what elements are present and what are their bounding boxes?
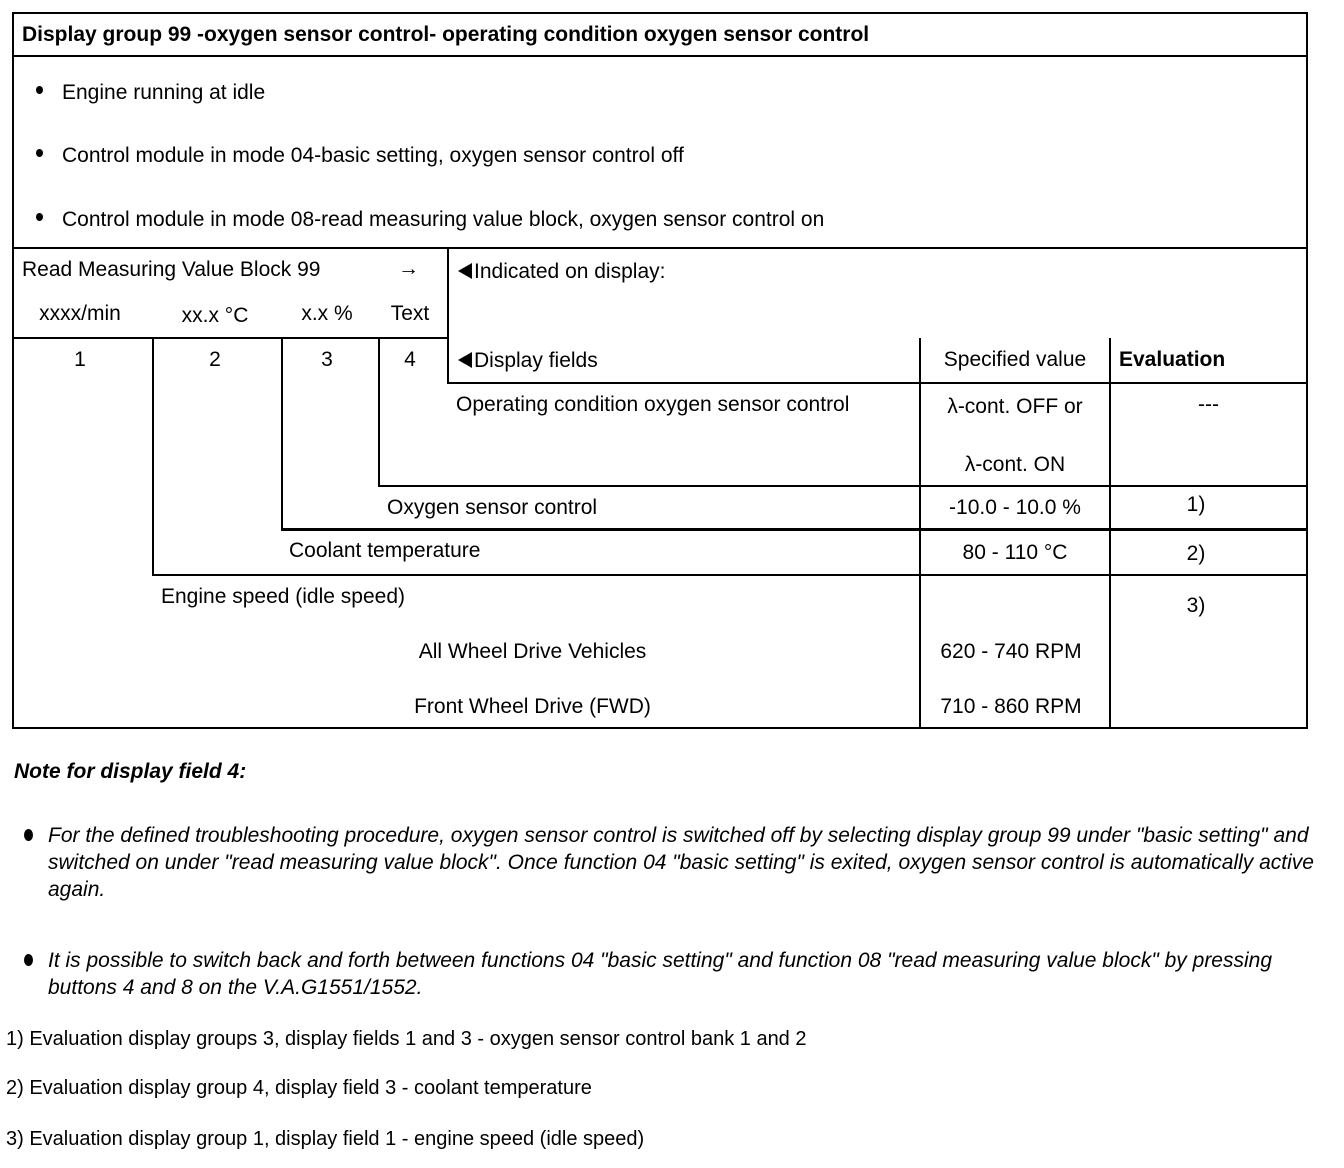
bracket-field-4 [378,337,380,487]
bracket-field-2-bottom [152,574,1308,576]
footnote-1: 1) Evaluation display groups 3, display fields 1 and 3 - oxygen sensor control bank 1 and 2 [6,1028,807,1050]
subrow-specified-fwd: 710 - 860 RPM [940,695,1082,718]
row-specified-value: 80 - 110 °C [962,541,1068,564]
condition-item: Control module in mode 04-basic setting, oxygen sensor control off [62,144,684,167]
triangle-left-icon [458,263,472,279]
bullet-icon [36,86,43,94]
subrow-label-awd: All Wheel Drive Vehicles [418,640,647,663]
row-specified-lambda-off: λ-cont. OFF or [947,395,1083,418]
conditions-divider [12,247,1308,249]
display-fields-label: Display fields [458,349,598,373]
title-divider [12,55,1308,57]
note-item: For the defined troubleshooting procedure, oxygen sensor control is switched off by selecting display group 99 under "basic setting" and switched on under "read measuring value block". Once function 04 "basic setting" is exited, oxygen sensor control is automatically active again. [48,824,1314,901]
bullet-icon [24,829,33,841]
condition-item: Engine running at idle [62,81,266,104]
footnote-3: 3) Evaluation display group 1, display field 1 - engine speed (idle speed) [6,1128,645,1150]
evaluation-header: Evaluation [1119,348,1226,371]
bracket-field-3-bottom [281,528,1308,531]
header-divider-v [447,247,449,384]
specified-value-header: Specified value [943,348,1087,371]
subrow-label-fwd: Front Wheel Drive (FWD) [414,695,651,718]
table-border-bottom [12,727,1308,729]
field-number-1: 1 [74,348,86,371]
field-number-3: 3 [321,348,333,371]
field-number-2: 2 [209,348,221,371]
row-evaluation: 2) [1186,542,1206,565]
footnote-2: 2) Evaluation display group 4, display field 3 - coolant temperature [6,1077,592,1099]
row-evaluation: --- [1198,393,1219,416]
bracket-field-4-bottom [378,485,1308,487]
table-border-left [12,12,14,729]
unit-field-2: xx.x °C [181,304,249,327]
table-border-right [1306,12,1308,729]
note-item: It is possible to switch back and forth between functions 04 "basic setting" and function 08 "read measuring value block" by pressing buttons 4 and 8 on the V.A.G1551/1552. [48,949,1273,999]
units-divider [12,337,449,339]
display-fields-divider [447,382,1308,384]
note-heading: Note for display field 4: [14,760,247,783]
subrow-specified-awd: 620 - 740 RPM [940,640,1082,663]
bullet-icon [36,149,43,157]
row-specified-value: -10.0 - 10.0 % [949,496,1081,519]
block-label: Read Measuring Value Block 99 [22,258,321,281]
row-field-operating-condition: Operating condition oxygen sensor control [456,393,850,416]
unit-field-3: x.x % [301,302,353,325]
row-field-engine-speed: Engine speed (idle speed) [161,585,406,608]
row-field-oxygen-sensor-control: Oxygen sensor control [387,496,598,519]
unit-field-1: xxxx/min [39,302,121,325]
page-title: Display group 99 -oxygen sensor control- operating condition oxygen sensor control [22,23,870,46]
bracket-field-3 [281,337,283,530]
indicated-label: Indicated on display: [458,260,665,284]
field-number-4: 4 [404,348,416,371]
row-field-coolant-temperature: Coolant temperature [289,539,481,562]
table-border-top [12,12,1308,14]
row-evaluation: 3) [1186,594,1206,617]
bullet-icon [24,954,33,966]
unit-field-4: Text [390,302,430,325]
row-evaluation: 1) [1186,493,1206,516]
triangle-left-icon [458,352,472,368]
condition-item: Control module in mode 08-read measuring value block, oxygen sensor control on [62,208,825,231]
bullet-icon [36,213,43,221]
arrow-right-icon: → [398,257,419,280]
bracket-field-2 [152,337,154,576]
row-specified-lambda-on: λ-cont. ON [964,453,1066,476]
